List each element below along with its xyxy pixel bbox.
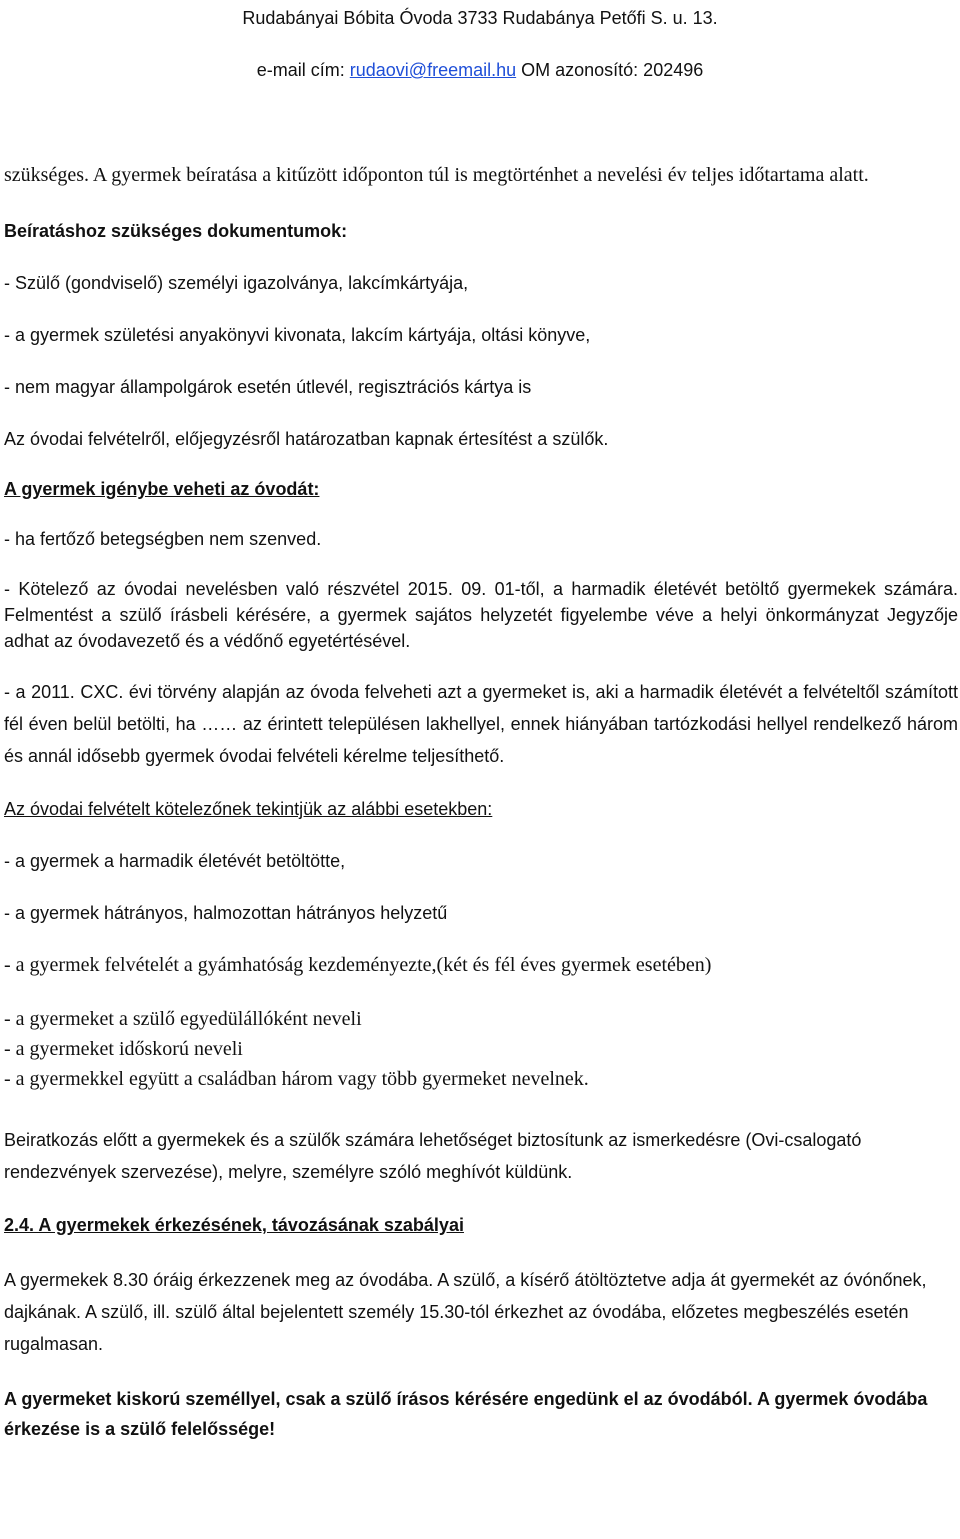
usage-item-illness: - ha fertőző betegségben nem szenved. [4, 529, 322, 549]
document-item: - a gyermek születési anyakönyvi kivonata, lakcím kártyája, oltási könyve, [4, 325, 591, 345]
admission-notice: Az óvodai felvételről, előjegyzésről határozatban kapnak értesítést a szülők. [4, 429, 609, 449]
mandatory-item: - a gyermek felvételét a gyámhatóság kezdeményezte,(két és fél éves gyermek esetében) [4, 954, 712, 976]
mandatory-item: - a gyermeket időskorú neveli [4, 1038, 243, 1060]
letterhead [0, 4, 960, 84]
mandatory-item: - a gyermek a harmadik életévét betöltötte, [4, 851, 346, 871]
email-link[interactable]: rudaovi@freemail.hu [349, 60, 517, 80]
header-address: Rudabányai Bóbita Óvoda 3733 Rudabánya Petőfi S. u. 13. [242, 8, 718, 28]
mandatory-item: - a gyermekkel együtt a családban három vagy több gyermeket nevelnek. [4, 1068, 589, 1090]
orientation-paragraph: Beiratkozás előtt a gyermekek és a szülők számára lehetőséget biztosítunk az ismerkedésre (Ovi-csalogató rendezvények szervezése), melyre, személyre szóló meghívót küldünk. [4, 1130, 862, 1182]
mandatory-item: - a gyermek hátrányos, halmozottan hátrányos helyzetű [4, 903, 448, 923]
mandatory-heading: Az óvodai felvételt kötelezőnek tekintjük az alábbi esetekben: [4, 799, 493, 819]
document-body [4, 161, 958, 1444]
parent-responsibility-notice: A gyermeket kiskorú személlyel, csak a szülő írásos kérésére engedünk el az óvodából. A gyermek óvodába érkezése is a szülő felelőssége! [4, 1389, 928, 1439]
usage-item-law: - a 2011. CXC. évi törvény alapján az óvoda felveheti azt a gyermeket is, aki a harmadik életévét a felvételtől számított fél éven belül betölti, ha …… az érintett településen lakhellyel, ennek hiányában tartózkodási hellyel rendelkező három és annál idősebb gyermek óvodai felvételi kérelme teljesíthető. [4, 682, 958, 766]
usage-item-mandatory: - Kötelező az óvodai nevelésben való részvétel 2015. 09. 01-től, a harmadik életévét betöltő gyermekek számára. Felmentést a szülő írásbeli kérésére, a gyermek sajátos helyzetét figyelembe véve a helyi önkormányzat Jegyzője adhat az óvodavezető és a védőnő egyetértésével. [4, 579, 958, 651]
usage-heading: A gyermek igénybe veheti az óvodát: [4, 479, 320, 499]
header-email-label: e-mail cím: [256, 60, 350, 80]
intro-paragraph: szükséges. A gyermek beíratása a kitűzött időponton túl is megtörténhet a nevelési év teljes időtartama alatt. [4, 164, 869, 186]
document-item: - nem magyar állampolgárok esetén útlevél, regisztrációs kártya is [4, 377, 532, 397]
mandatory-item: - a gyermeket a szülő egyedülállóként neveli [4, 1008, 362, 1030]
header-contact [0, 56, 960, 84]
header-om-id: OM azonosító: 202496 [516, 60, 704, 80]
mandatory-serif-list [4, 950, 958, 1094]
documents-heading: Beíratáshoz szükséges dokumentumok: [4, 221, 348, 241]
section-heading: 2.4. A gyermekek érkezésének, távozásának szabályai [4, 1215, 464, 1235]
document-item: - Szülő (gondviselő) személyi igazolványa, lakcímkártyája, [4, 273, 469, 293]
arrival-paragraph: A gyermekek 8.30 óráig érkezzenek meg az óvodába. A szülő, a kísérő átöltöztetve adja át gyermekét az óvónőnek, dajkának. A szülő, ill. szülő által bejelentett személy 15.30-tól érkezhet az óvodába, előzetes megbeszélés esetén rugalmasan. [4, 1270, 927, 1354]
